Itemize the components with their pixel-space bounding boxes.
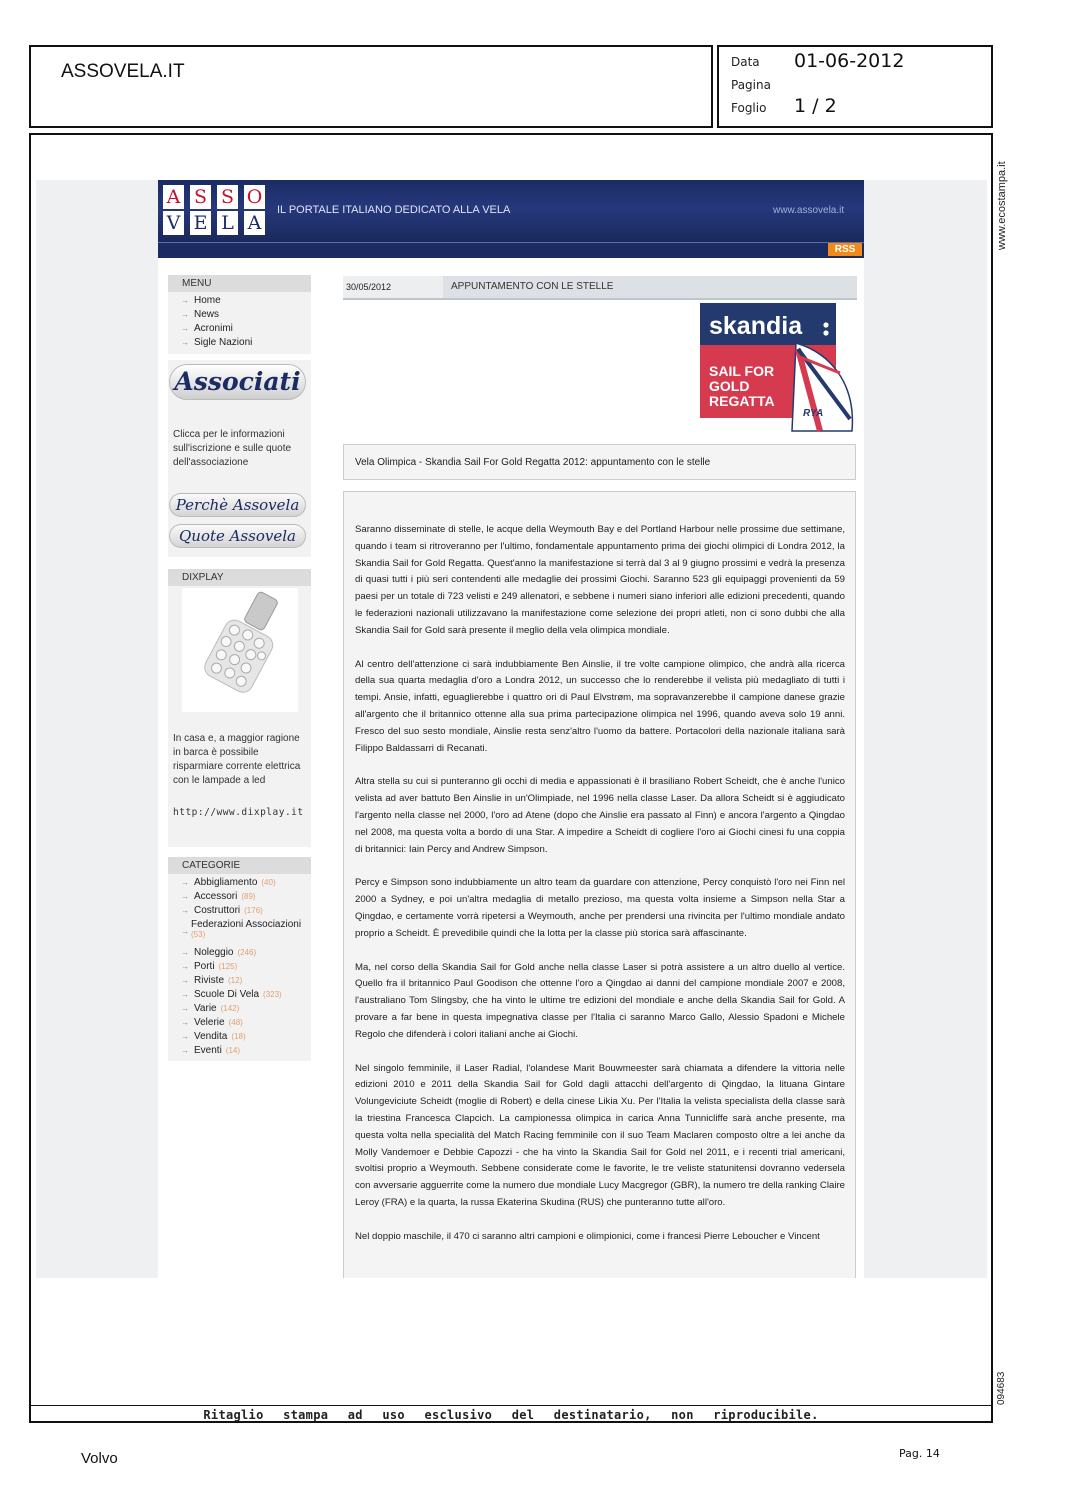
category-name: Noleggio — [194, 947, 234, 958]
skandia-sail-for-gold-logo — [700, 303, 856, 433]
dixplay-text-line: in barca è possibile — [173, 747, 259, 758]
article-paragraph: Percy e Simpson sono indubbiamente un altro team da guardare con attenzione, Percy conquistò l'oro nei Finn nel 2000 a Sydney, e poi un'altra medaglia di metallo prezioso, ma questa volta insieme a Simpson nella Star a Qingdao, e certamente vorrà ripetersi a Weymouth, anche per prendersi una rivincita per l'ultimo mondiale andato proprio a Scheidt. È prevedibile quindi che la lotta per la classe più storica sarà affascinante. — [355, 877, 845, 939]
category-name: Federazioni Associazioni — [191, 919, 302, 930]
logo-letter: L — [217, 211, 238, 235]
category-item[interactable] — [181, 961, 237, 972]
menu-item-acronimi[interactable] — [181, 323, 233, 334]
rya-label: RYA — [803, 408, 824, 419]
arrow-icon: → — [181, 976, 189, 985]
side-url-text: www.ecostampa.it — [996, 161, 1008, 250]
category-item[interactable] — [181, 877, 276, 888]
category-item[interactable] — [181, 947, 256, 958]
site-logo[interactable] — [163, 180, 269, 240]
category-name: Varie — [194, 1003, 217, 1014]
arrow-icon: → — [181, 1032, 189, 1041]
categories-title: CATEGORIE — [168, 857, 311, 874]
logo-letter: A — [244, 211, 265, 235]
category-count: (89) — [241, 892, 256, 901]
associati-text-line: sull'iscrizione e sulle quote — [173, 443, 292, 454]
category-count: (323) — [263, 990, 282, 999]
category-item[interactable] — [181, 891, 256, 902]
associati-text — [173, 428, 308, 470]
arrow-icon: → — [181, 906, 189, 915]
menu-item-label: Acronimi — [194, 323, 233, 334]
dixplay-title: DIXPLAY — [168, 569, 311, 586]
logo-line-1: SAIL FOR — [709, 363, 775, 379]
associati-text-line: dell'associazione — [173, 457, 249, 468]
site-tagline: IL PORTALE ITALIANO DEDICATO ALLA VELA — [277, 204, 511, 216]
category-name: Vendita — [194, 1031, 228, 1042]
page-label: Pagina — [731, 78, 771, 92]
date-label: Data — [731, 55, 760, 69]
associati-text-line: Clicca per le informazioni — [173, 429, 285, 440]
date-value: 01-06-2012 — [794, 50, 905, 72]
article-paragraph: Al centro dell'attenzione ci sarà indubbiamente Ben Ainslie, il tre volte campione olimpico, che andrà alla ricerca della sua quarta medaglia d'oro a Londra 2012, un successo che lo renderebbe il velista più medagliato di tutti i tempi. Ansie, infatti, eguaglierebbe i quattro ori di Paul Elvstrøm, ma sopravanzerebbe il campione danese grazie all'argento che il britannico ottenne alla sua prima partecipazione olimpica nel 1996, quando aveva solo 19 anni. Fresco del suo sesto mondiale, Ainslie resta senz'altro l'uomo da battere. Portacolori della nazionale italiana sarà Filippo Baldassarri di Recanati. — [355, 658, 845, 754]
menu-item-home[interactable] — [181, 295, 221, 306]
logo-letter: A — [163, 185, 184, 209]
category-count: (14) — [225, 1046, 241, 1055]
side-url — [994, 145, 1014, 255]
arrow-icon: → — [181, 1046, 189, 1055]
category-count: (12) — [228, 976, 243, 985]
sheet-label: Foglio — [731, 101, 767, 115]
category-item[interactable] — [181, 905, 263, 916]
publication-name: ASSOVELA.IT — [61, 61, 185, 82]
article-date-bar — [343, 276, 857, 300]
arrow-icon: → — [181, 1004, 189, 1013]
category-count: (40) — [261, 878, 276, 887]
logo-letter: S — [217, 185, 238, 209]
article-date: 30/05/2012 — [343, 276, 443, 298]
category-name: Accessori — [194, 891, 238, 902]
menu-item-news[interactable] — [181, 309, 219, 320]
category-count: (53) — [191, 930, 206, 939]
arrow-icon: → — [181, 296, 189, 305]
category-item[interactable] — [181, 989, 282, 1000]
logo-letter: O — [244, 185, 265, 209]
arrow-icon: → — [181, 324, 189, 333]
article-heading: APPUNTAMENTO CON LE STELLE — [451, 281, 614, 292]
clipping-meta — [717, 45, 993, 128]
article-paragraph: Altra stella su cui si punteranno gli occhi di media e appassionati è il brasiliano Robert Scheidt, che è anche l'unico velista ad aver battuto Ben Ainslie in un'Olimpiade, nel 1996 nella classe Laser. Da allora Scheidt si è aggiudicato l'argento nella classe nel 2000, l'oro ad Atene (dopo che Ainslie era passato al Finn) e ancora l'argento a Qingdao nel 2008, ma questa volta a bordo di una Star. A impedire a Scheidt di cogliere l'oro ai Giochi cinesi fu una coppia di britannici: Iain Percy and Andrew Simpson. — [355, 776, 845, 855]
category-name: Porti — [194, 961, 215, 972]
sheet-value: 1 / 2 — [794, 95, 837, 117]
category-name: Riviste — [194, 975, 225, 986]
dixplay-text-line: In casa e, a maggior ragione — [173, 733, 300, 744]
logo-letter: V — [163, 211, 184, 235]
perche-assovela-button[interactable]: Perchè Assovela — [169, 493, 306, 517]
arrow-icon: → — [181, 338, 189, 347]
arrow-icon: → — [181, 927, 189, 936]
arrow-icon: → — [181, 1018, 189, 1027]
dixplay-text — [173, 732, 308, 788]
side-code-text: 094683 — [996, 1371, 1007, 1405]
arrow-icon: → — [181, 948, 189, 957]
logo-letter: S — [190, 185, 211, 209]
quote-assovela-button[interactable]: Quote Assovela — [169, 524, 306, 548]
footer-page-number: Pag. 14 — [899, 1447, 940, 1460]
banner-bar — [158, 242, 864, 258]
menu-item-label: News — [194, 309, 220, 320]
logo-letter: E — [190, 211, 211, 235]
category-name: Costruttori — [194, 905, 241, 916]
category-name: Abbigliamento — [194, 877, 258, 888]
arrow-icon: → — [181, 892, 189, 901]
category-item[interactable] — [181, 1003, 239, 1014]
reproduction-notice: Ritaglio stampa ad uso esclusivo del destinatario, non riproducibile. — [29, 1405, 993, 1424]
category-name: Eventi — [194, 1045, 222, 1056]
category-item[interactable] — [181, 975, 242, 986]
article-paragraph: Saranno disseminate di stelle, le acque della Weymouth Bay e del Portland Harbour nelle prossime due settimane, quando i team si ritroveranno per l'ultimo, fondamentale appuntamento prima dei giochi olimpici di Londra 2012, la Skandia Sail for Gold Regatta. Quest'anno la manifestazione si terrà dal 3 al 9 giugno prossimi e vedrà la presenza di quasi tutti i più seri contendenti alle medaglie dei prossimi Giochi. Saranno 523 gli equipaggi provenienti da 59 paesi per un totale di 723 velisti e 249 allenatori, e sebbene i numeri siano inferiori alle edizioni precedenti, quando le federazioni nazionali utilizzavano la manifestazione come selezione dei propri atleti, non ci sono dubbi che alla Skandia Sail for Gold sarà presente il meglio della vela olimpica mondiale. — [355, 524, 845, 636]
article-paragraph: Nel singolo femminile, il Laser Radial, l'olandese Marit Bouwmeester sarà chiamata a difendere la vittoria nelle edizioni 2010 e 2011 della Skandia Sail for Gold dagli attacchi dell'argento di Qingdao, la lituana Gintare Volungeviciute Scheidt (moglie di Robert) e della cinese Likia Xu. Per l'Italia la velista specialista della classe sarà la triestina Francesca Clapcich. La campionessa olimpica in carica Anna Tunnicliffe sarà anche presente, ma questa volta nella specialità del Match Racing femminile con il suo Team Maclaren composto oltre a lei anche da Molly Vandemoer e Debbie Capozzi - che ha vinto la Skandia Sail for Gold nel 2011, e i recenti trial americani, svoltisi proprio a Weymouth. Sebbene considerate come le favorite, le tre veliste statunitensi dovranno vedersela con avversarie agguerrite come la numero due mondiale Lucy Macgregor (GBR), la numero tre della ranking Claire Leroy (FRA) e la quarta, la russa Ekaterina Skudina (RUS) che punteranno tutte all'oro. — [355, 1062, 845, 1208]
skandia-brand: skandia — [709, 312, 803, 340]
footer-client: Volvo — [81, 1450, 118, 1467]
category-name: Velerie — [194, 1017, 225, 1028]
category-count: (246) — [237, 948, 257, 957]
clipping-header — [29, 45, 713, 128]
associati-button[interactable]: Associati — [169, 364, 306, 400]
site-banner — [158, 180, 864, 242]
menu-title: MENU — [168, 275, 311, 292]
category-count: (125) — [218, 962, 238, 971]
menu-item-label: Sigle Nazioni — [194, 337, 253, 348]
arrow-icon: → — [181, 990, 189, 999]
arrow-icon: → — [181, 310, 189, 319]
dixplay-link[interactable]: http://www.dixplay.it — [173, 807, 304, 818]
dixplay-text-line: con le lampade a led — [173, 775, 266, 786]
category-count: (142) — [220, 1004, 240, 1013]
led-lamp-image[interactable] — [182, 588, 298, 712]
dixplay-text-line: risparmiare corrente elettrica — [173, 761, 301, 772]
rss-button[interactable]: RSS — [828, 243, 862, 256]
category-item[interactable] — [181, 1045, 240, 1056]
category-item[interactable] — [181, 1017, 243, 1028]
category-count: (176) — [244, 906, 263, 915]
menu-item-sigle-nazioni[interactable] — [181, 337, 252, 348]
site-url[interactable]: www.assovela.it — [773, 205, 845, 216]
article-title: Vela Olimpica - Skandia Sail For Gold Regatta 2012: appuntamento con le stelle — [343, 444, 856, 480]
menu-item-label: Home — [194, 295, 221, 306]
arrow-icon: → — [181, 962, 189, 971]
side-code — [994, 1365, 1014, 1410]
category-item[interactable] — [181, 1031, 246, 1042]
category-count: (48) — [228, 1018, 243, 1027]
article-paragraph: Ma, nel corso della Skandia Sail for Gold anche nella classe Laser si potrà assistere a un altro duello al vertice. Quello fra il britannico Paul Goodison che ottenne l'oro a Qingdao ai danni del campione mondiale 2007 e 2008, l'australiano Tom Slingsby, che ha vinto le ultime tre edizioni del mondiale e anche della Skandia Sail for Gold. A provare a far bene in questa impegnativa classe per l'Italia ci saranno Marco Gallo, Alessio Spadoni e Michele Regolo che difenderà i colori italiani anche ai Giochi. — [355, 961, 845, 1040]
article-body — [343, 491, 856, 1278]
category-item[interactable] — [181, 919, 306, 939]
category-name: Scuole Di Vela — [194, 989, 260, 1000]
category-count: (18) — [231, 1032, 246, 1041]
logo-line-3: REGATTA — [709, 393, 775, 409]
arrow-icon: → — [181, 878, 189, 887]
article-paragraph: Nel doppio maschile, il 470 ci saranno altri campioni e olimpionici, come i francesi Pierre Leboucher e Vincent — [355, 1230, 820, 1242]
logo-line-2: GOLD — [709, 378, 750, 394]
